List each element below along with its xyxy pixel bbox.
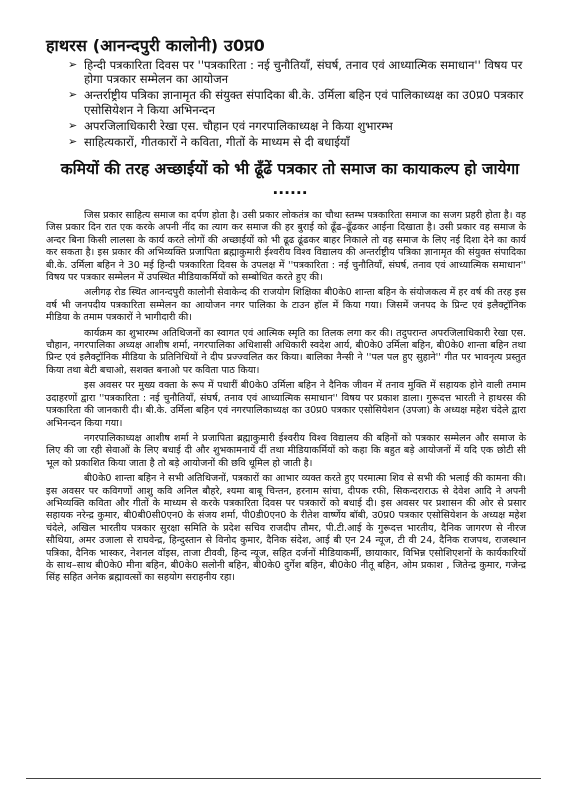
arrow-bullet-icon: ➢ <box>68 88 78 102</box>
highlights-list <box>68 58 538 151</box>
body-paragraph: बी0के0 शान्ता बहिन ने सभी अतिथिजनों, पत्रकारों का आभार व्यक्त करते हुए परमात्मा शिव से सभी की भलाई की कामना की। इस अवसर पर कविगणों आशु कवि अनिल बौहरे, श्यमा बाबू चिन्तन, हरनाम सांचा, दीपक रफी, सिकन्दराराऊ से देवेश आदि ने अपनी अभिव्यक्ति कविता और गीतों के माध्यम से करके पत्रकारिता दिवस पर पत्रकारों को बधाई दी। इस अवसर पर प्रशासन की ओर से प्रसार सहायक नरेन्द्र कुमार, बी0बी0सी0एन0 के संजय शर्मा, पी0डी0एन0 के रीतेश वार्ष्णेय बॉबी, उ0प्र0 पत्रकार एसोसियेशन के अध्यक्ष महेश चंदेले, अखिल भारतीय पत्रकार सुरक्षा समिति के प्रदेश सचिव राजदीप तौमर, पी.टी.आई के गुरूदत्त भारतीय, दैनिक जागरण से नीरज सौथिया, अमर उजाला से राघवेन्द्र, हिन्दुस्तान से विनोद कुमार, दैनिक संदेश, आई बी एन 24 न्यूज, टी वी 24, दैनिक राजपथ, राजस्थान पत्रिका, दैनिक भास्कर, नेशनल वॉइस, ताजा टीववी, हिन्द न्यूज, सहित दर्जनों मीडियाकर्मी, छायाकार, विभिन्न एसोशिएशनों के कार्यकारियों के साथ–साथ बी0के0 मीना बहिन, बी0के0 सलोनी बहिन, बी0के0 दुर्गेश बहिन, बी0के0 नीतू बहिन, ओम प्रकाश , जितेन्द्र कुमार, गजेन्द्र सिंह सहित अनेक ब्रह्मावत्सों का सहयोग सराहनीय रहा। <box>46 473 526 584</box>
highlight-text: हिन्दी पत्रकारिता दिवस पर ''पत्रकारिता : नई चुनौतियाँ, संघर्ष, तनाव एवं आध्यात्मिक समाधान'' विषय पर होगा पत्रकार सम्मेलन का आयोजन <box>84 58 523 87</box>
highlight-text: अन्तर्राष्ट्रीय पत्रिका ज्ञानामृत की संयुक्त संपादिका बी.के. उर्मिला बहिन एवं पालिकाध्यक्ष का उ0प्र0 पत्रकार एसोसियेशन ने किया अभिनन्दन <box>84 88 524 117</box>
body-paragraph: अलीगढ़ रोड स्थित आनन्दपुरी कालोनी सेवाकेन्द की राजयोग शिक्षिका बी0के0 शान्ता बहिन के संयोजकत्व में हर वर्ष की तरह इस वर्ष भी जनपदीय पत्रकारिता सम्मेलन का आयोजन नगर पालिका के टाउन हॉल में किया गया। जिसमें जनपद के प्रिन्ट एवं इलैक्ट्रॉनिक मीडिया के तमाम पत्रकारों ने भागीदारी की। <box>46 287 526 324</box>
highlight-item <box>68 119 538 133</box>
highlight-text: अपरजिलाधिकारी रेखा एस. चौहान एवं नगरपालिकाध्यक्ष ने किया शुभारम्भ <box>84 118 393 133</box>
arrow-bullet-icon: ➢ <box>68 135 78 149</box>
article-headline: कमियों की तरह अच्छाईयों को भी ढूँढें पत्रकार तो समाज का कायाकल्प हो जायेगा ...... <box>60 160 520 198</box>
footer-divider <box>26 778 541 779</box>
highlight-item <box>68 135 538 149</box>
body-paragraph: कार्यक्रम का शुभारम्भ अतिथिजनों का स्वागत एवं आत्मिक स्मृति का तिलक लगा कर की। तदुपरान्त अपरजिलाधिकारी रेखा एस. चौहान, नगरपालिका अध्यक्ष आशीष शर्मा, नगरपालिका अधिशासी अधिकारी स्वदेश आर्य, बी0के0 उर्मिला बहिन, बी0के0 शान्ता बहिन तथा प्रिन्ट एवं इलैक्ट्रॉनिक मीडिया के प्रतिनिधियों ने दीप प्रज्ज्वलित कर किया। बालिका नैन्सी ने ''पल पल हुए सुहाने'' गीत पर भावनृत्य प्रस्तुत किया तथा बेटी बचाओ, सशक्त बनाओ पर कविता पाठ किया। <box>46 327 526 376</box>
highlight-text: साहित्यकारों, गीतकारों ने कविता, गीतों के माध्यम से दी बधाईयाँ <box>84 135 350 150</box>
body-paragraph: जिस प्रकार साहित्य समाज का दर्पण होता है। उसी प्रकार लोकतंत्र का चौथा स्तम्भ पत्रकारिता समाज का सजग प्रहरी होता है। वह जिस प्रकार दिन रात एक करके अपनी नींद का त्याग कर समाज की हर बुराई को ढूँढ–ढूँढकर आईना दिखाता है। उसी प्रकार वह समाज के अन्दर बिना किसी लालसा के कार्य करते लोगों की अच्छाईयों को भी ढूढ ढूंढकर बाहर निकाले तो वह समाज के लिए नई दिशा देने का कार्य कर सकता है। इस प्रकार की अभिव्यक्ति प्रजापिता ब्रह्माकुमारी ईश्वरीय विश्व विद्यालय की अन्तर्राष्ट्रीय पत्रिका ज्ञानामृत की संयुक्त संपादिका बी.के. उर्मिला बहिन ने 30 मई हिन्दी पत्रकारिता दिवस के उपलक्ष में ''पत्रकारिता : नई चुनौतियाँ, संघर्ष, तनाव एवं आध्यात्मिक समाधान'' विषय पर पत्रकार सम्मेलन में उपस्थित मीडियाकर्मियों को सम्बोधित करते हुए की। <box>46 210 526 284</box>
body-paragraph: नगरपालिकाध्यक्ष आशीष शर्मा ने प्रजापिता ब्रह्माकुमारी ईश्वरीय विश्व विद्यालय की बहिनों को पत्रकार सम्मेलन और समाज के लिए की जा रही सेवाओं के लिए बधाई दी और शुभकामनायें दीं तथा मीडियाकर्मियों को कहा कि बहुत बड़े आयोजनों में यदि एक छोटी सी भूल को प्रकाशित किया जाता है तो बड़े आयोजनों की छवि धूमिल हो जाती है। <box>46 432 526 469</box>
arrow-bullet-icon: ➢ <box>68 118 78 132</box>
article-body <box>46 210 526 588</box>
body-paragraph: इस अवसर पर मुख्य वक्ता के रूप में पधारीं बी0के0 उर्मिला बहिन ने दैनिक जीवन में तनाव मुक्ति में सहायक होने वाली तमाम उदाहरणों द्वारा ''पत्रकारिता : नई चुनौतियाँ, संघर्ष, तनाव एवं आध्यात्मिक समाधान'' विषय पर प्रकाश डाला। गुरूदत्त भारती ने हाथरस की पत्रकारिता की जानकारी दी। बी.के. उर्मिला बहिन एवं नगरपालिकाध्यक्ष का उ0प्र0 पत्रकार एसोसियेशन (उपजा) के अध्यक्ष महेश चंदेले द्वारा अभिनन्दन किया गया। <box>46 380 526 429</box>
dateline-heading: हाथरस (आनन्दपुरी कालोनी) उ0प्र0 <box>46 36 265 55</box>
arrow-bullet-icon: ➢ <box>68 58 78 71</box>
highlight-item <box>68 88 538 116</box>
highlight-item <box>68 58 538 86</box>
